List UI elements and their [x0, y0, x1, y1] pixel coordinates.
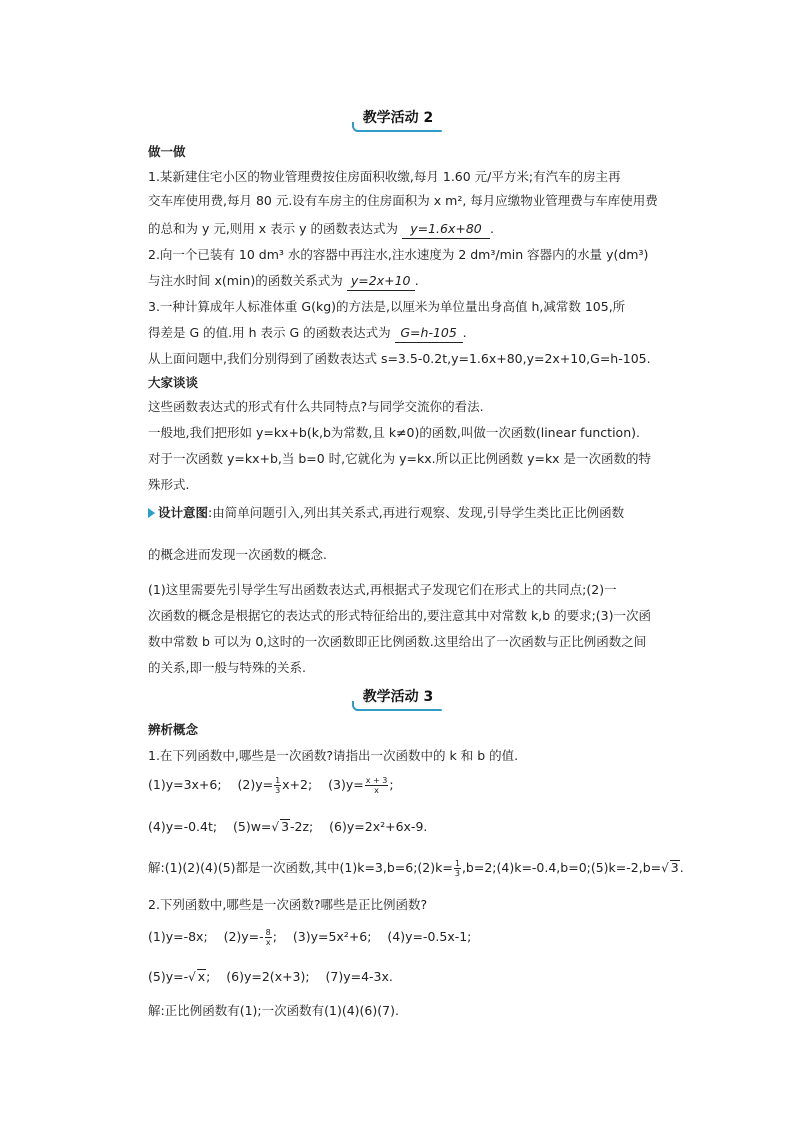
- fraction: [365, 776, 389, 795]
- section-title-activity-3: [352, 685, 444, 711]
- heading-try: 做一做: [148, 144, 186, 159]
- note-line-2: 次函数的概念是根据它的表达式的形式特征给出的,要注意其中对常数 k,b 的要求;(3)一次函: [148, 608, 651, 623]
- q1-item-2-post: x+2;: [282, 777, 313, 792]
- q2-item-4: (4)y=-0.5x-1;: [387, 929, 472, 944]
- heading-concept: 辨析概念: [148, 722, 199, 737]
- design-intent-line-1: [0, 504, 794, 522]
- paragraph-6: 一般地,我们把形如 y=kx+b(k,b为常数,且 k≠0)的函数,叫做一次函数(linear function).: [148, 425, 640, 440]
- q2-item-2-post: ;: [272, 929, 277, 944]
- design-intent-text: :由简单问题引入,列出其关系式,再进行观察、发现,引导学生类比正比例函数: [208, 505, 625, 520]
- paragraph-1-line-1: 1.某新建住宅小区的物业管理费按住房面积收缴,每月 1.60 元/平方米;有汽车的房主再: [148, 169, 621, 184]
- fraction-numerator: 1: [454, 859, 460, 868]
- radicand: 3: [281, 819, 290, 834]
- fraction: [274, 776, 281, 795]
- fraction-denominator: 3: [454, 869, 460, 878]
- q2-item-3: (3)y=5x²+6;: [292, 929, 372, 944]
- design-intent-icon: [148, 508, 155, 518]
- q1-item-6: (6)y=2x²+6x-9.: [329, 819, 428, 834]
- design-intent-line-2: 的概念进而发现一次函数的概念.: [148, 547, 327, 562]
- q2-item-6: (6)y=2(x+3);: [226, 969, 310, 984]
- solution-1-post: .: [679, 860, 684, 875]
- question-2-items-row-1: [0, 928, 794, 947]
- fraction-numerator: 1: [275, 776, 281, 785]
- solution-2: 解:正比例函数有(1);一次函数有(1)(4)(6)(7).: [148, 1003, 399, 1018]
- fraction-denominator: 3: [275, 786, 281, 795]
- paragraph-1-line-2: 交车库使用费,每月 80 元.设有车房主的住房面积为 x m², 每月应缴物业管理费与车库使用费: [148, 193, 658, 208]
- q2-item-5-pre: (5)y=-: [148, 969, 189, 984]
- fraction-numerator: x + 3: [365, 776, 388, 785]
- title-underline: [356, 130, 442, 132]
- sqrt-icon: √: [188, 970, 196, 984]
- section-title-text: 教学活动 2: [362, 110, 434, 126]
- paragraph-7-line-2: 殊形式.: [148, 477, 190, 492]
- q1-item-5-post: -2z;: [290, 819, 314, 834]
- q1-item-2-pre: (2)y=: [237, 777, 274, 792]
- q1-item-5-pre: (5)w=: [233, 819, 272, 834]
- paragraph-3-line-1: 3.一种计算成年人标准体重 G(kg)的方法是,以厘米为单位量出身高值 h,减常数 105,所: [148, 299, 626, 314]
- heading-discuss: 大家谈谈: [148, 375, 199, 390]
- fraction: [454, 859, 461, 878]
- paragraph-2-line-2-text: 与注水时间 x(min)的函数关系式为: [148, 273, 343, 288]
- question-2-items-row-2: [0, 968, 794, 986]
- note-line-4: 的关系,即一般与特殊的关系.: [148, 660, 306, 675]
- q1-item-2: [237, 776, 313, 795]
- q2-item-5-post: ;: [206, 969, 211, 984]
- design-intent-label: 设计意图: [158, 505, 209, 520]
- sqrt-icon: √: [661, 861, 669, 875]
- q2-item-5: [148, 969, 210, 984]
- note-line-1: (1)这里需要先引导学生写出函数表达式,再根据式子发现它们在形式上的共同点;(2)一: [148, 582, 617, 597]
- fraction-denominator: x: [374, 786, 379, 795]
- paragraph-5: 这些函数表达式的形式有什么共同特点?与同学交流你的看法.: [148, 399, 484, 414]
- radicand: x: [197, 969, 206, 984]
- paragraph-2-line-1: 2.向一个已装有 10 dm³ 水的容器中再注水,注水速度为 2 dm³/min 容器内的水量 y(dm³): [148, 247, 649, 262]
- solution-1-pre: 解:(1)(2)(4)(5)都是一次函数,其中(1)k=3,b=6;(2)k=: [148, 860, 453, 875]
- question-1-items-row-2: [0, 818, 794, 836]
- question-1: 1.在下列函数中,哪些是一次函数?请指出一次函数中的 k 和 b 的值.: [148, 748, 519, 763]
- period: .: [490, 221, 494, 236]
- paragraph-1-line-3-text: 的总和为 y 元,则用 x 表示 y 的函数表达式为: [148, 221, 399, 236]
- title-underline: [356, 709, 442, 711]
- paragraph-3-line-2-text: 得差是 G 的值.用 h 表示 G 的函数表达式为: [148, 325, 391, 340]
- q1-item-3-pre: (3)y=: [328, 777, 364, 792]
- q2-item-1: (1)y=-8x;: [148, 929, 208, 944]
- q1-item-3: [328, 776, 394, 795]
- solution-1-mid: ,b=2;(4)k=-0.4,b=0;(5)k=-2,b=: [461, 860, 662, 875]
- q1-item-1: (1)y=3x+6;: [148, 777, 222, 792]
- q2-item-2-pre: (2)y=-: [223, 929, 264, 944]
- answer-blank-2: y=2x+10: [347, 272, 415, 291]
- paragraph-1-line-3: [0, 220, 794, 239]
- section-title-text: 教学活动 3: [362, 689, 434, 705]
- q1-item-4: (4)y=-0.4t;: [148, 819, 218, 834]
- solution-1: [0, 859, 794, 878]
- q1-item-5: [233, 819, 313, 834]
- question-1-items-row-1: [0, 776, 794, 795]
- paragraph-7-line-1: 对于一次函数 y=kx+b,当 b=0 时,它就化为 y=kx.所以正比例函数 y=kx 是一次函数的特: [148, 451, 652, 466]
- question-2: 2.下列函数中,哪些是一次函数?哪些是正比例函数?: [148, 897, 428, 912]
- q2-item-7: (7)y=4-3x.: [325, 969, 393, 984]
- section-title-activity-2: [352, 106, 444, 132]
- period: .: [414, 273, 419, 288]
- sqrt-icon: √: [271, 820, 280, 834]
- paragraph-4: 从上面问题中,我们分别得到了函数表达式 s=3.5-0.2t,y=1.6x+80,y=2x+10,G=h-105.: [148, 351, 651, 366]
- radicand: 3: [670, 860, 679, 875]
- q1-item-3-post: ;: [389, 777, 394, 792]
- period: .: [462, 325, 467, 340]
- paragraph-2-line-2: [0, 272, 794, 291]
- paragraph-3-line-2: [0, 324, 794, 343]
- fraction: [265, 928, 272, 947]
- fraction-denominator: x: [265, 938, 271, 947]
- fraction-numerator: 8: [265, 928, 271, 937]
- q2-item-2: [223, 928, 277, 947]
- note-line-3: 数中常数 b 可以为 0,这时的一次函数即正比例函数.这里给出了一次函数与正比例函数之间: [148, 634, 647, 649]
- answer-blank-3: G=h-105: [395, 324, 463, 343]
- answer-blank-1: y=1.6x+80: [402, 220, 490, 239]
